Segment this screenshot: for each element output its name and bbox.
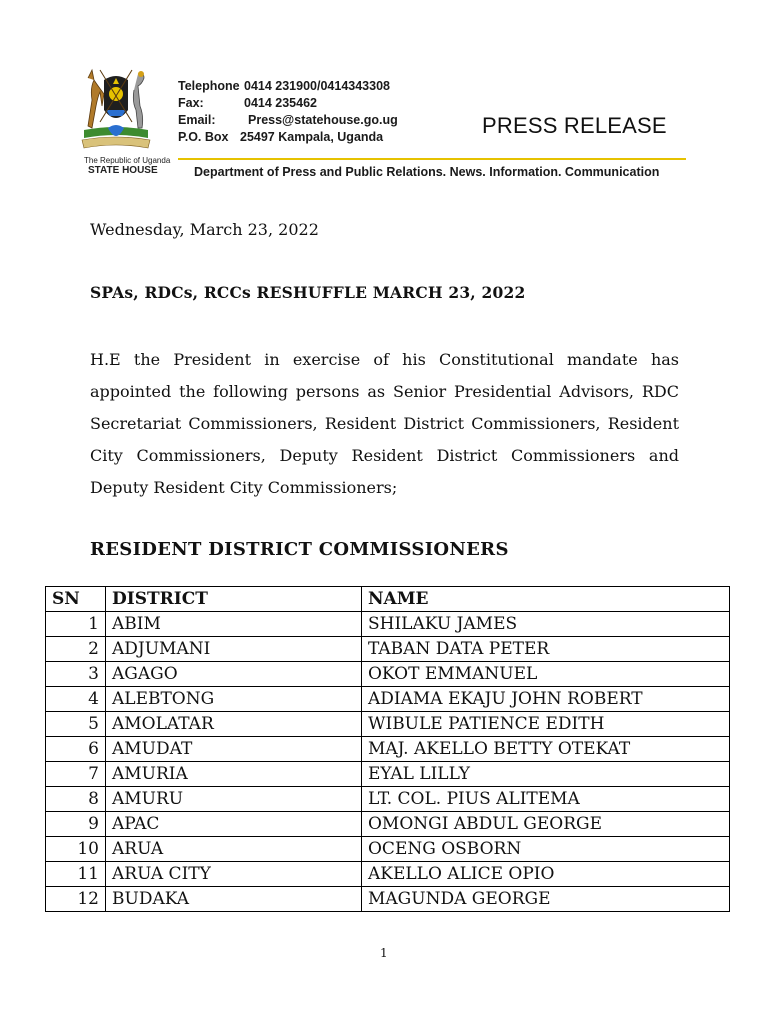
telephone-label: Telephone: [178, 79, 240, 93]
cell-sn: 6: [46, 737, 106, 762]
fax-label: Fax:: [178, 96, 204, 110]
press-release-title: PRESS RELEASE: [482, 113, 667, 138]
cell-district: ABIM: [106, 612, 362, 637]
cell-name: OCENG OSBORN: [362, 837, 730, 862]
cell-district: BUDAKA: [106, 887, 362, 912]
cell-district: ARUA CITY: [106, 862, 362, 887]
section-title: RESIDENT DISTRICT COMMISSIONERS: [90, 539, 509, 560]
table-row: [46, 662, 730, 687]
cell-sn: 3: [46, 662, 106, 687]
email-label: Email:: [178, 113, 216, 127]
cell-name: TABAN DATA PETER: [362, 637, 730, 662]
cell-district: AMUDAT: [106, 737, 362, 762]
cell-sn: 9: [46, 812, 106, 837]
table-row: [46, 612, 730, 637]
header-district: DISTRICT: [106, 587, 362, 612]
table-row: [46, 787, 730, 812]
cell-district: ALEBTONG: [106, 687, 362, 712]
email-link[interactable]: Press@statehouse.go.ug: [248, 113, 398, 127]
subject-heading: SPAs, RDCs, RCCs RESHUFFLE MARCH 23, 2022: [90, 283, 526, 302]
table-row: [46, 837, 730, 862]
cell-sn: 1: [46, 612, 106, 637]
cell-district: AMURIA: [106, 762, 362, 787]
table-row: [46, 812, 730, 837]
po-box-value: 25497 Kampala, Uganda: [240, 130, 384, 144]
cell-name: SHILAKU JAMES: [362, 612, 730, 637]
header-name: NAME: [362, 587, 730, 612]
header-sn: SN: [46, 587, 106, 612]
cell-sn: 12: [46, 887, 106, 912]
uganda-coat-of-arms-icon: [78, 66, 154, 158]
table-row: [46, 862, 730, 887]
cell-sn: 10: [46, 837, 106, 862]
cell-name: OMONGI ABDUL GEORGE: [362, 812, 730, 837]
cell-district: ADJUMANI: [106, 637, 362, 662]
table-row: [46, 712, 730, 737]
cell-sn: 4: [46, 687, 106, 712]
table-row: [46, 762, 730, 787]
cell-district: AGAGO: [106, 662, 362, 687]
cell-sn: 2: [46, 637, 106, 662]
po-box-row: [178, 129, 398, 146]
email-row: [178, 112, 398, 129]
cell-sn: 7: [46, 762, 106, 787]
telephone-row: [178, 78, 398, 95]
table-row: [46, 637, 730, 662]
rdc-table: [45, 586, 730, 912]
cell-sn: 8: [46, 787, 106, 812]
cell-district: ARUA: [106, 837, 362, 862]
telephone-value: 0414 231900/0414343308: [244, 79, 390, 93]
page-number: 1: [380, 946, 388, 960]
cell-name: ADIAMA EKAJU JOHN ROBERT: [362, 687, 730, 712]
cell-district: APAC: [106, 812, 362, 837]
cell-district: AMOLATAR: [106, 712, 362, 737]
cell-name: WIBULE PATIENCE EDITH: [362, 712, 730, 737]
po-box-label: P.O. Box: [178, 130, 229, 144]
cell-name: LT. COL. PIUS ALITEMA: [362, 787, 730, 812]
contact-block: [178, 78, 398, 146]
cell-name: OKOT EMMANUEL: [362, 662, 730, 687]
cell-name: EYAL LILLY: [362, 762, 730, 787]
fax-row: [178, 95, 398, 112]
cell-sn: 5: [46, 712, 106, 737]
body-paragraph: H.E the President in exercise of his Constitutional mandate has appointed the following persons as Senior Presidential Advisors, RDC Secretariat Commissioners, Resident District Commissioners, Resident City Commissioners, Deputy Resident District Commissioners and Deputy Resident City Commissioners;: [90, 350, 679, 497]
cell-sn: 11: [46, 862, 106, 887]
table-row: [46, 687, 730, 712]
cell-name: MAGUNDA GEORGE: [362, 887, 730, 912]
crest-caption-state-house: STATE HOUSE: [88, 165, 158, 176]
fax-value: 0414 235462: [244, 96, 317, 110]
table-row: [46, 887, 730, 912]
cell-name: MAJ. AKELLO BETTY OTEKAT: [362, 737, 730, 762]
letterhead-divider: [178, 158, 686, 160]
table-row: [46, 737, 730, 762]
crest-caption-republic: The Republic of Uganda: [84, 156, 171, 165]
department-line: Department of Press and Public Relations. News. Information. Communication: [194, 165, 660, 179]
release-date: Wednesday, March 23, 2022: [90, 220, 319, 239]
cell-name: AKELLO ALICE OPIO: [362, 862, 730, 887]
cell-district: AMURU: [106, 787, 362, 812]
table-header-row: [46, 587, 730, 612]
